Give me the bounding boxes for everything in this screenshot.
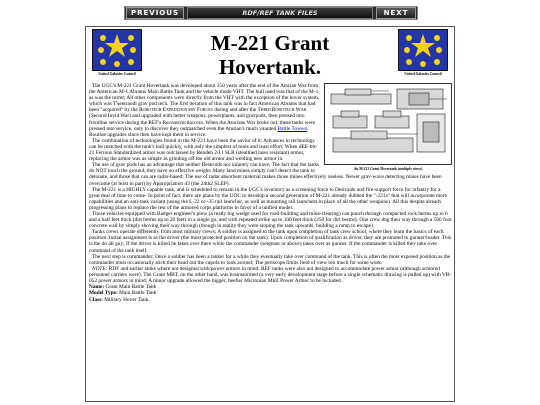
ugc-flag-right	[396, 29, 450, 76]
navigation-bar	[124, 6, 418, 20]
next-button[interactable]: NEXT	[376, 7, 416, 19]
paragraph-technology: The combination of technologies found in the M-221 have been the savior of it; Advances in technology can be matched with the tank's hull quickly, with only the simplest of tools and least effort; When dEE-btt-21 Ferrous Standardized armor was outclassed by Rendeh 2/11 SLR (stealthed laser resistant) armor, replacing the armor was as simple as grinding off the old armor and welding new armor in.	[89, 137, 318, 163]
flag-caption: United Galaxies Council	[404, 72, 442, 76]
battle-towers-link[interactable]: Battle Towers	[277, 125, 308, 132]
tank-figure	[324, 83, 452, 172]
page-title: M-221 Grant Hovertank.	[210, 31, 330, 79]
ugc-flag-left	[90, 29, 144, 76]
tank-schematic-image	[324, 83, 452, 165]
paragraph-plow: Those vehicles equipped with Badger engineer's plow (a really big wedge used for road-building and mine-clearing) can punch through compacted rock berms up to 6 and a half feet thick (dirt berms up to 20 feet) in a single go, and with repeated strike up to 100 feet thick (250 for dirt berms). One crew dug their way through a 500 foot concrete wall by simply shoving their way through (though in reality they were sloping the tank upwards, building a ramp to escape).	[89, 210, 452, 230]
figure-caption: An M-221 Grant Hovertank (multiple views)	[353, 167, 423, 171]
article-body	[86, 83, 454, 284]
paragraph-intro: The UGC's M-221 Grant Hovertank was developed about 150 years after the end of the Atorian War from the American M-1 Abrams Main Battle Tank and the vehicle mode VHT. The hull used was that of the M-1, as was the turret; All other components were directly from the VHT with the exception of the hover system, which was T'sentraodi grav pod tech. The first iteration of this tank was in fact American Abrams that had been "acquired" by the Robotech Expeditionary Forces during and after the Third Robotech War (Second Invid War) and upgraded with better weapons, powerplants, and gravpods, then pressed into frontline service during the REF's Reconstruction era. When the Atorians War broke out, these tanks were pressed into service, only to discover they outmatched even the Atorian's much vaunted Battle Towers. Routine upgrades since then have kept them in service.	[89, 83, 320, 138]
spec-model: Model Type: Main Battle Tank	[89, 290, 157, 297]
page-header	[86, 27, 454, 83]
spec-class: Class: Military Hover Tank.	[89, 296, 150, 303]
spec-list	[86, 284, 454, 303]
paragraph-commander: The next step is commander; Once a soldier has been a tanker for a while they eventually take over command of the tank. This is often the most exposed position as the commander must occasionally stick their head out the cupola to look around; The periscope limits field of view too much for some work.	[89, 253, 451, 266]
document-frame	[85, 26, 455, 402]
spec-name: Name: Grant Main Battle Tank	[89, 284, 157, 291]
paragraph-crews: Tanks crews operate differently from most military crews; A soldier is assigned to the tank upon completion of tank crew school, where they learn the basics of each position. Initial assignment is as the driver (the most protected position on the tank). Upon completion of qualification as driver, they are promoted to gunner/loader. This is the do all guy; If the driver is killed he takes over there while the commander (sergeant or above) takes over as gunner. If the commander is killed they take over command of the tank itself.	[89, 229, 452, 254]
paragraph-grav-pods: The use of grav pods has an advantage that neither Destroids nor infantry can have; The fact that the tanks do NOT touch the ground, they have no effective weight; Many land mines simply can't detect the tank to detonate, and those that can are radar-based; The use of radar absorbent material makes those mines effectively useless. Newer grav-wave detecting mines have been overcome (at least in part) by Appropriation 43 (the 24th2 SLEP).	[89, 162, 442, 187]
flag-caption: United Galaxies Council	[98, 72, 136, 76]
paragraph-note: NOTE: RDF and earlier tanks where not designed with power armors in mind; REF tanks were also not designed to accommodate power armor (although armored personnel carriers were). The Grant MBT, on the other hand, was brainstormed (a very early development stage before a single schematic drawing is pulled up) with VR-052 power armors in mind; A minor upgrade allowed the bigger, beefier Micronian MkII Power Armor to be included.	[89, 265, 452, 284]
tank-files-banner[interactable]: RDF/REF TANK FILES	[187, 7, 373, 19]
ugc-flag-icon	[398, 29, 448, 71]
previous-button[interactable]: PREVIOUS	[126, 7, 184, 19]
paragraph-capability: The M-221 is a HIGHLY capable tank, and is scheduled to remain in the UGC's inventory as a screening force to Destroids and fire-support force for infantry for a great deal of time to come- In point of fact, there are plans by the UOC to develop a second generation of M-221 already dubbed the "-221a" that will incorporate more capabilities and an anti-tank variant (using the L-22 or -35 rail launcher, as well as mounting rail launchers in place of all the other weapons). All this despite already progressing plans to replace the rest of the armored corps platforms in favor of a unified model.	[89, 186, 447, 211]
ugc-flag-icon	[92, 29, 142, 71]
